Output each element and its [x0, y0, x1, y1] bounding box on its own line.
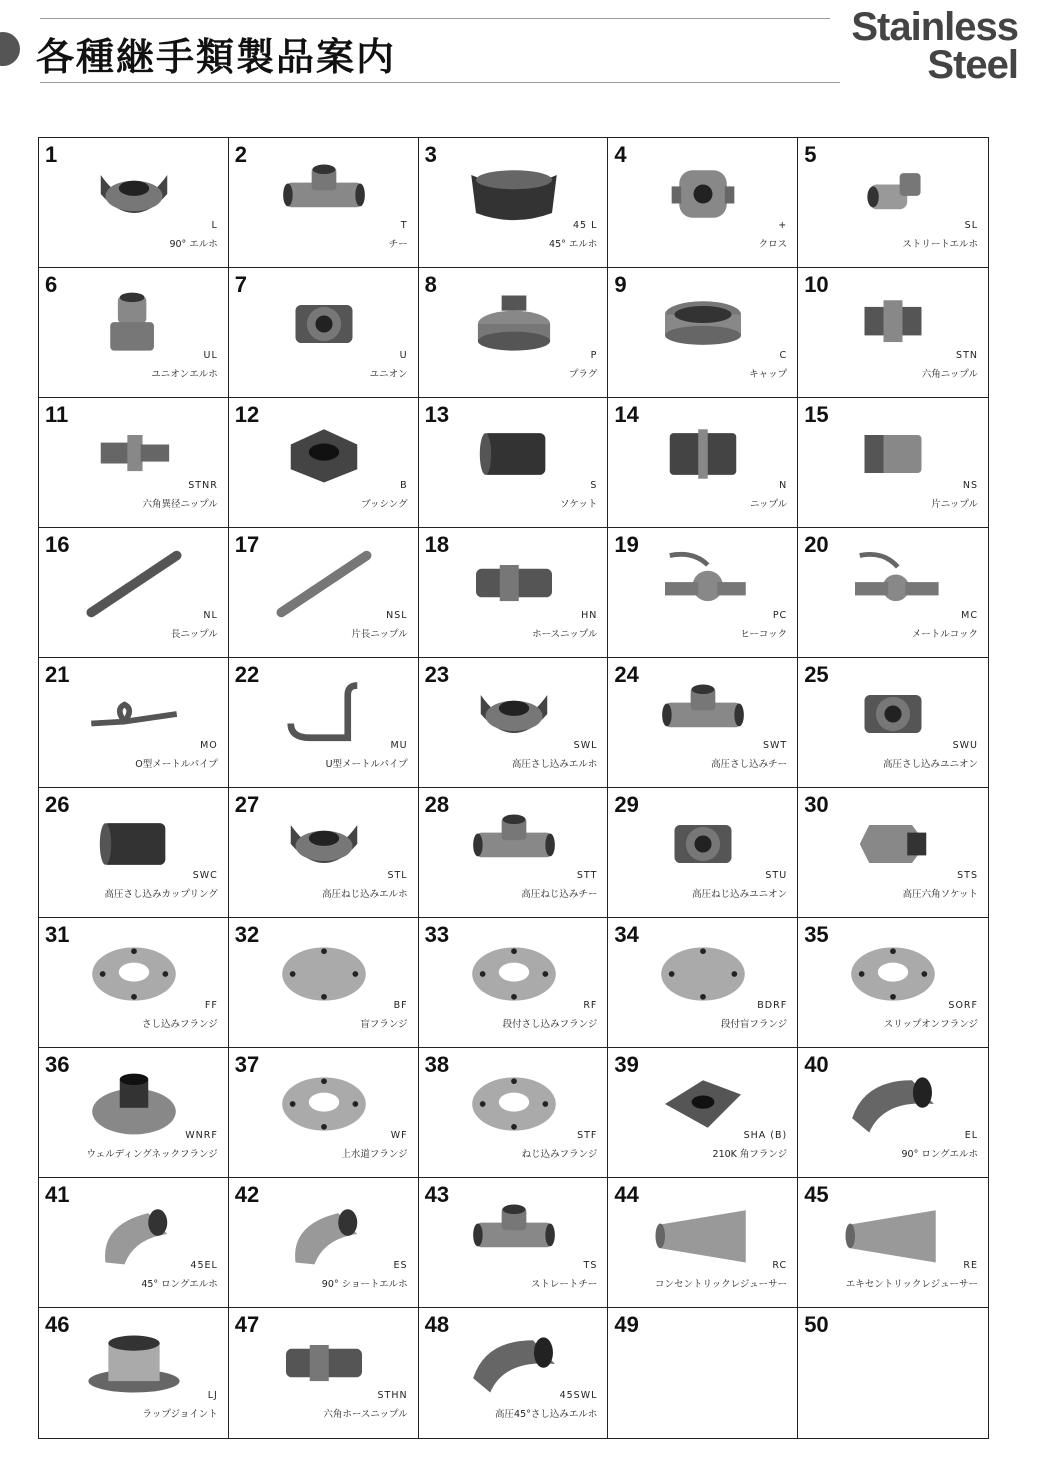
product-cell [39, 1308, 229, 1438]
product-number: 49 [614, 1312, 639, 1337]
product-name: 高圧六角ソケット [902, 889, 978, 900]
product-name: 六角ニップル [921, 369, 978, 380]
product-code: RF [583, 1000, 598, 1011]
product-cell [419, 918, 609, 1048]
product-name: 六角異径ニップル [142, 499, 218, 510]
reducer-icon [838, 1196, 948, 1272]
long-nipple-icon [79, 546, 189, 622]
product-name: 90° ロングエルホ [901, 1149, 978, 1160]
product-number: 11 [45, 402, 69, 427]
product-code: EL [964, 1130, 978, 1141]
product-name: ウェルディングネックフランジ [86, 1149, 218, 1160]
product-number: 34 [614, 922, 639, 947]
product-code: RC [772, 1260, 788, 1271]
product-number: 45 [804, 1182, 829, 1207]
product-cell [229, 1178, 419, 1308]
product-code: BDRF [757, 1000, 788, 1011]
product-number: 17 [234, 532, 260, 557]
product-name: 高圧ねじ込みユニオン [692, 889, 788, 900]
product-code: HN [581, 610, 598, 621]
tee-icon [459, 806, 569, 882]
product-cell [229, 528, 419, 658]
product-code: MU [390, 740, 408, 751]
product-cell [798, 918, 988, 1048]
product-name: U型メートルパイプ [325, 759, 408, 770]
product-number: 28 [424, 792, 450, 817]
product-number: 46 [45, 1312, 70, 1337]
tee-icon [648, 676, 758, 752]
product-code: PC [772, 610, 788, 621]
header-rule-bottom [40, 82, 840, 83]
product-cell [798, 1178, 988, 1308]
product-number: 27 [234, 792, 260, 817]
lap-joint-icon [79, 1326, 189, 1402]
product-name: ブッシング [361, 499, 408, 510]
product-number: 29 [614, 792, 639, 817]
flange-icon [79, 936, 189, 1012]
product-number: 22 [234, 662, 260, 687]
product-code: SWC [192, 870, 218, 881]
product-cell [419, 268, 609, 398]
product-name: 高圧45°さし込みエルホ [495, 1409, 598, 1420]
brand-line-1: Stainless [851, 5, 1018, 49]
product-cell [419, 138, 609, 268]
product-number: 24 [614, 662, 639, 687]
product-number: 25 [804, 662, 829, 687]
product-code: STU [765, 870, 788, 881]
product-cell [39, 1048, 229, 1178]
product-cell [419, 1308, 609, 1438]
product-code: B [400, 480, 408, 491]
product-code: STNR [188, 480, 218, 491]
product-number: 44 [614, 1182, 639, 1207]
u-pipe-icon [269, 676, 379, 752]
product-name: ストレートチー [530, 1279, 598, 1290]
product-name: 片長ニップル [351, 629, 408, 640]
product-cell [229, 918, 419, 1048]
product-name: メートルコック [911, 629, 978, 640]
product-cell [798, 658, 988, 788]
product-cell [39, 268, 229, 398]
product-number: 7 [234, 272, 248, 297]
product-code: N [779, 480, 788, 491]
product-cell [419, 788, 609, 918]
product-name: 高圧さし込みチー [711, 759, 788, 770]
plug-icon [459, 286, 569, 362]
union-icon [269, 286, 379, 362]
product-cell [608, 658, 798, 788]
product-code: NL [203, 610, 218, 621]
product-number: 10 [804, 272, 829, 297]
product-name: ユニオンエルホ [151, 369, 218, 380]
product-number: 38 [424, 1052, 450, 1077]
product-cell [229, 268, 419, 398]
butt-elbow-45-icon [79, 1196, 189, 1272]
product-number: 50 [804, 1312, 829, 1337]
product-cell [39, 1178, 229, 1308]
product-number: 40 [804, 1052, 829, 1077]
product-code: MC [961, 610, 978, 621]
product-name: スリップオンフランジ [883, 1019, 978, 1030]
blind-flange-icon [648, 936, 758, 1012]
neck-flange-icon [79, 1066, 189, 1142]
product-name: 45° エルホ [549, 239, 598, 250]
product-name: 高圧さし込みエルホ [511, 759, 598, 770]
product-cell [608, 268, 798, 398]
product-name: ニップル [749, 499, 788, 510]
product-number: 41 [45, 1182, 70, 1207]
product-code: LJ [207, 1390, 218, 1401]
product-name: 高圧さし込みカップリング [104, 889, 218, 900]
product-name: 段付盲フランジ [720, 1019, 788, 1030]
product-code: C [779, 350, 788, 361]
product-number: 1 [45, 142, 58, 167]
product-code: SL [964, 220, 978, 231]
product-name: コンセントリックレジューサー [654, 1279, 788, 1290]
nipple-icon [648, 416, 758, 492]
product-cell [608, 1178, 798, 1308]
product-code: STL [387, 870, 408, 881]
product-name: エキセントリックレジューサー [845, 1279, 978, 1290]
product-number: 48 [424, 1312, 450, 1337]
socket-icon [459, 416, 569, 492]
hose-nipple-icon [459, 546, 569, 622]
product-name: ストリートエルホ [902, 239, 978, 250]
product-name: クロス [758, 239, 788, 250]
product-code: WNRF [185, 1130, 218, 1141]
product-code: STF [577, 1130, 598, 1141]
product-cell [229, 1308, 419, 1438]
hex-socket-icon [838, 806, 948, 882]
product-name: 90° エルホ [169, 239, 218, 250]
hose-nipple-icon [269, 1326, 379, 1402]
product-number: 19 [614, 532, 639, 557]
butt-elbow-90-icon [459, 1326, 569, 1402]
product-cell [419, 658, 609, 788]
elbow-90-icon [459, 676, 569, 752]
product-code: STS [957, 870, 978, 881]
product-name: 長ニップル [171, 629, 218, 640]
product-number: 33 [424, 922, 450, 947]
product-code: L [211, 220, 218, 231]
product-number: 20 [804, 532, 829, 557]
product-number: 43 [424, 1182, 450, 1207]
product-number: 2 [234, 142, 248, 167]
butt-elbow-90-icon [838, 1066, 948, 1142]
hex-reducing-nipple-icon [79, 416, 189, 492]
product-code: NS [962, 480, 978, 491]
product-code: SHA (B) [743, 1130, 788, 1141]
product-cell [39, 788, 229, 918]
product-name: 高圧ねじ込みチー [521, 889, 598, 900]
product-number: 32 [234, 922, 260, 947]
meter-cock-icon [838, 546, 948, 622]
product-number: 16 [45, 532, 70, 557]
product-code: SWT [762, 740, 788, 751]
product-name: 上水道フランジ [341, 1149, 408, 1160]
product-code: 45SWL [559, 1390, 598, 1401]
product-number: 6 [45, 272, 58, 297]
product-number: 4 [614, 142, 627, 167]
product-code: 45 L [572, 220, 598, 231]
product-cell [798, 138, 988, 268]
product-name: ソケット [559, 499, 598, 510]
product-number: 21 [45, 662, 70, 687]
butt-elbow-45-icon [269, 1196, 379, 1272]
product-cell [419, 1178, 609, 1308]
product-name: 210K 角フランジ [712, 1149, 788, 1160]
product-code: BF [393, 1000, 408, 1011]
product-number: 18 [424, 532, 450, 557]
product-cell [798, 268, 988, 398]
product-cell [608, 138, 798, 268]
product-code: RE [963, 1260, 978, 1271]
product-code: TS [583, 1260, 598, 1271]
product-number: 47 [234, 1312, 260, 1337]
page-title: 各種継手類製品案内 [36, 35, 397, 79]
product-number: 31 [45, 922, 70, 947]
product-cell [419, 528, 609, 658]
product-code: UL [203, 350, 218, 361]
product-cell [798, 788, 988, 918]
product-number: 3 [424, 142, 437, 167]
cock-icon [648, 546, 758, 622]
product-number: 39 [614, 1052, 639, 1077]
elbow-90-icon [79, 156, 189, 232]
product-name: ラップジョイント [142, 1409, 218, 1420]
product-number: 12 [234, 402, 260, 427]
cross-icon [648, 156, 758, 232]
reducer-icon [648, 1196, 758, 1272]
product-name: チー [388, 239, 408, 250]
single-long-nipple-icon [269, 546, 379, 622]
product-code: + [778, 220, 788, 231]
product-number: 26 [45, 792, 70, 817]
single-nipple-icon [838, 416, 948, 492]
blind-flange-icon [269, 936, 379, 1012]
product-grid [38, 137, 989, 1439]
product-cell [798, 528, 988, 658]
product-code: WF [390, 1130, 408, 1141]
brand-logo [851, 5, 1018, 87]
elbow-45-icon [459, 156, 569, 232]
o-pipe-icon [79, 676, 189, 752]
product-name: O型メートルパイプ [135, 759, 218, 770]
bushing-icon [269, 416, 379, 492]
product-cell [229, 138, 419, 268]
product-cell [608, 918, 798, 1048]
product-cell [39, 398, 229, 528]
flange-icon [459, 936, 569, 1012]
union-icon [648, 806, 758, 882]
product-cell [229, 1048, 419, 1178]
product-name: さし込みフランジ [142, 1019, 218, 1030]
product-cell [229, 788, 419, 918]
union-icon [838, 676, 948, 752]
title-bullet-icon [0, 32, 20, 66]
product-name: キャップ [749, 369, 788, 380]
cap-icon [648, 286, 758, 362]
product-cell [798, 1308, 988, 1438]
tee-icon [459, 1196, 569, 1272]
product-code: S [590, 480, 598, 491]
product-cell [39, 658, 229, 788]
product-code: SORF [948, 1000, 978, 1011]
product-number: 5 [804, 142, 817, 167]
product-code: T [400, 220, 408, 231]
product-code: NSL [386, 610, 408, 621]
product-cell [798, 1048, 988, 1178]
product-name: 45° ロングエルホ [141, 1279, 218, 1290]
product-cell [419, 398, 609, 528]
product-name: 六角ホースニップル [323, 1409, 408, 1420]
street-elbow-icon [838, 156, 948, 232]
product-code: SWU [952, 740, 978, 751]
product-name: ホースニップル [532, 629, 598, 640]
product-number: 14 [614, 402, 639, 427]
product-code: U [399, 350, 408, 361]
product-name: 段付さし込みフランジ [502, 1019, 598, 1030]
product-name: 90° ショートエルホ [321, 1279, 408, 1290]
page-header [0, 0, 1042, 110]
product-code: STN [956, 350, 978, 361]
product-cell [798, 398, 988, 528]
product-name: 盲フランジ [360, 1019, 408, 1030]
product-number: 36 [45, 1052, 70, 1077]
product-number: 9 [614, 272, 627, 297]
product-cell [229, 658, 419, 788]
product-code: P [590, 350, 598, 361]
product-name: 片ニップル [931, 499, 978, 510]
product-name: ねじ込みフランジ [521, 1149, 598, 1160]
hex-nipple-icon [838, 286, 948, 362]
square-flange-icon [648, 1066, 758, 1142]
product-cell [39, 918, 229, 1048]
product-code: ES [393, 1260, 408, 1271]
elbow-90-icon [269, 806, 379, 882]
product-cell [608, 1308, 798, 1438]
product-cell [39, 528, 229, 658]
product-name: ユニオン [369, 369, 408, 380]
product-number: 35 [804, 922, 829, 947]
product-cell [608, 398, 798, 528]
product-cell [419, 1048, 609, 1178]
product-code: FF [204, 1000, 218, 1011]
product-name: プラグ [568, 369, 598, 380]
flange-icon [269, 1066, 379, 1142]
product-code: SWL [573, 740, 598, 751]
product-cell [608, 788, 798, 918]
product-name: 高圧さし込みユニオン [882, 759, 978, 770]
product-cell [229, 398, 419, 528]
product-cell [608, 1048, 798, 1178]
product-number: 30 [804, 792, 829, 817]
tee-icon [269, 156, 379, 232]
product-number: 42 [234, 1182, 260, 1207]
product-code: STT [576, 870, 598, 881]
product-code: STHN [377, 1390, 408, 1401]
product-name: ヒーコック [740, 629, 788, 640]
product-code: MO [200, 740, 218, 751]
product-number: 8 [424, 272, 437, 297]
product-number: 23 [424, 662, 450, 687]
product-cell [608, 528, 798, 658]
product-cell [39, 138, 229, 268]
product-number: 13 [424, 402, 450, 427]
product-number: 15 [804, 402, 829, 427]
union-elbow-icon [79, 286, 189, 362]
socket-icon [79, 806, 189, 882]
flange-icon [459, 1066, 569, 1142]
flange-icon [838, 936, 948, 1012]
product-number: 37 [234, 1052, 260, 1077]
header-rule-top [40, 18, 830, 19]
product-code: 45EL [190, 1260, 218, 1271]
product-name: 高圧ねじ込みエルホ [322, 889, 408, 900]
brand-line-2: Steel [927, 43, 1018, 87]
